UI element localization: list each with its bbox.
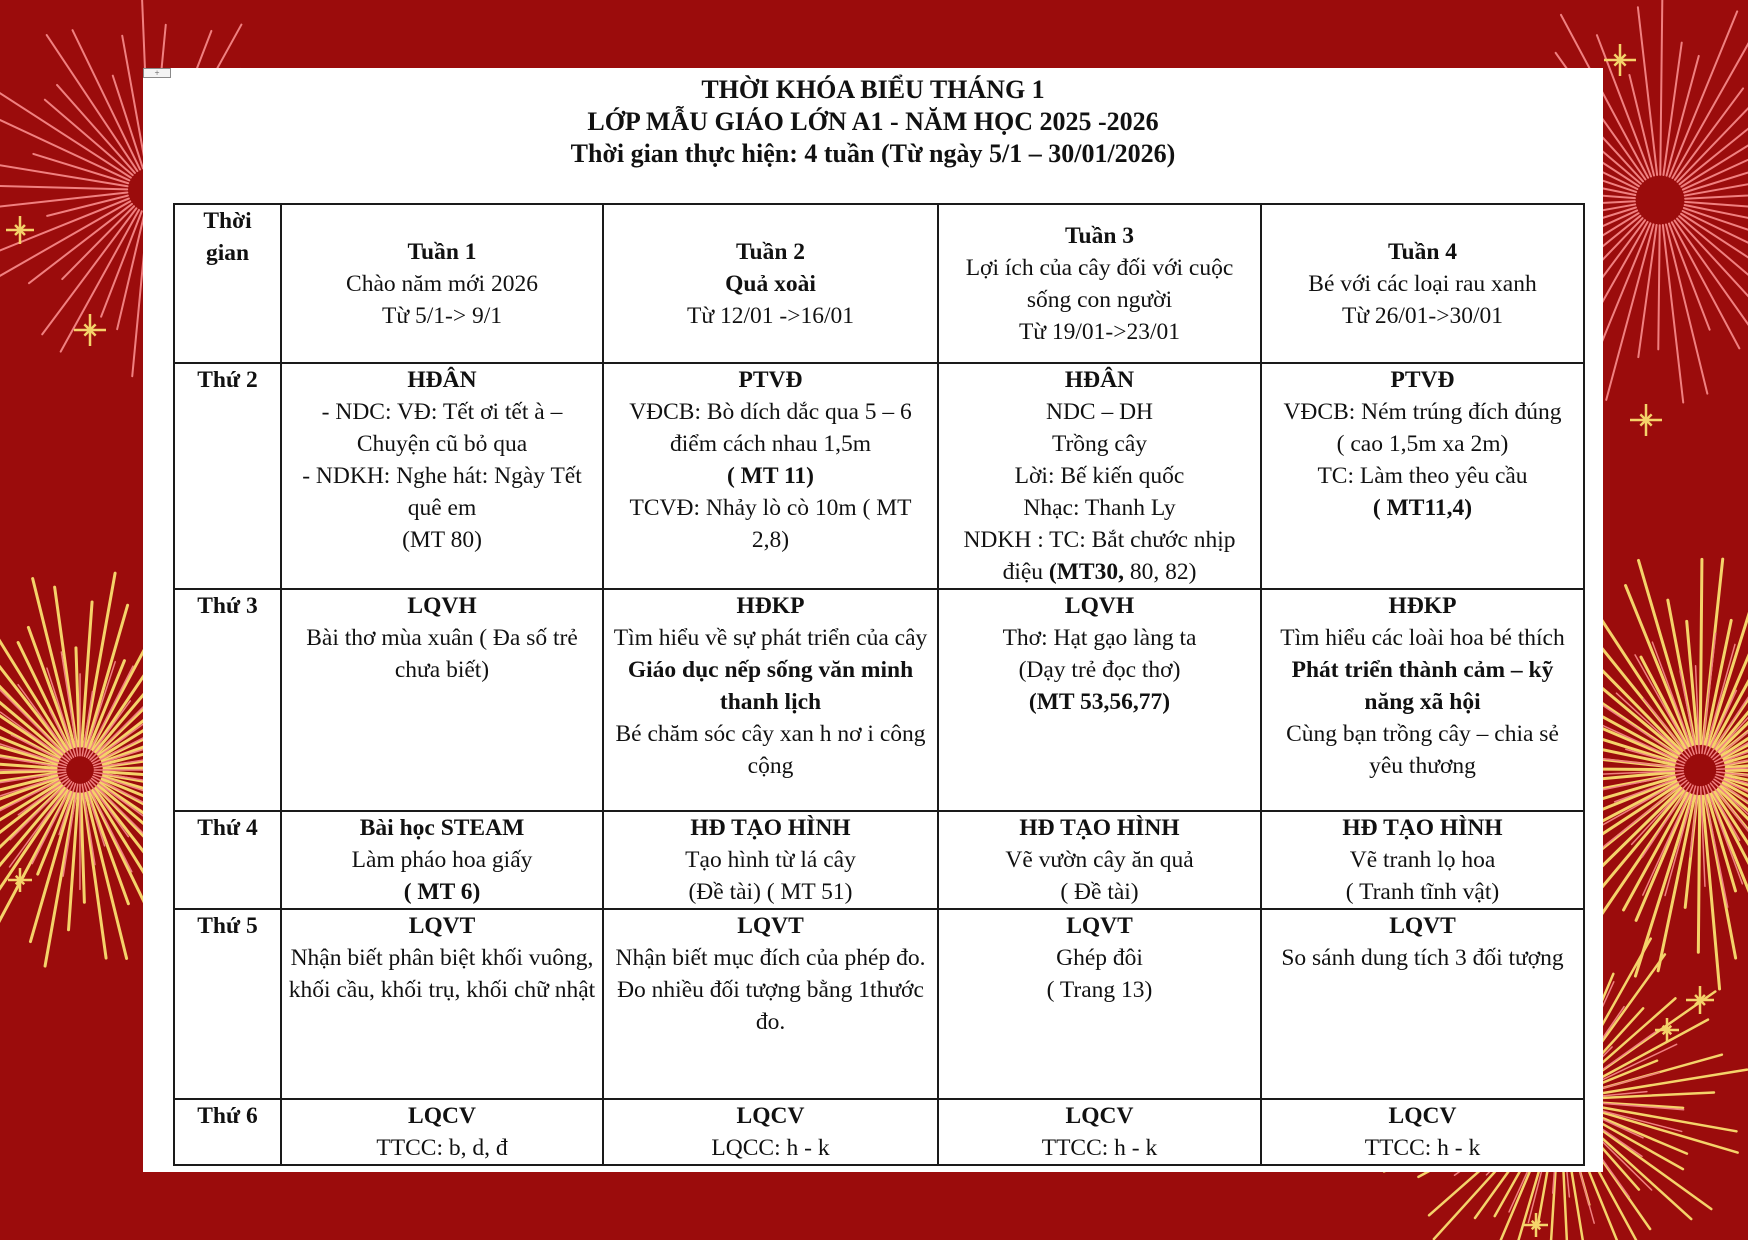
week-theme: Chào năm mới 2026: [346, 270, 538, 297]
activity-title: LQVH: [1064, 593, 1135, 619]
activity-title: LQCV: [1388, 1103, 1457, 1129]
activity-line: Tạo hình từ lá cây: [685, 847, 856, 873]
activity-line: ( MT 11): [726, 463, 815, 489]
activity-title: LQVT: [1389, 913, 1456, 939]
schedule-cell: [603, 589, 938, 811]
schedule-cell: [281, 1099, 603, 1165]
activity-line: Giáo dục nếp sống văn minh thanh lịch: [627, 657, 914, 715]
schedule-cell: [603, 909, 938, 1099]
activity-line: Nhạc: Thanh Ly: [1023, 495, 1176, 521]
week-theme: Bé với các loại rau xanh: [1308, 270, 1537, 297]
schedule-cell: [281, 363, 603, 589]
activity-title: LQVH: [407, 593, 477, 619]
activity-line: VĐCB: Bò dích dắc qua 5 – 6 điểm cách nhau 1,5m: [629, 399, 912, 457]
activity-line: Ghép đôi: [1056, 945, 1143, 971]
activity-line: Tìm hiểu các loài hoa bé thích: [1280, 625, 1565, 651]
activity-line: (Đề tài) ( MT 51): [688, 879, 853, 905]
activity-line: Làm pháo hoa giấy: [351, 847, 533, 873]
activity-line: ( Trang 13): [1046, 977, 1153, 1003]
day-label: Thứ 3: [174, 589, 281, 811]
activity-goal: (MT30,: [1048, 559, 1124, 585]
schedule-header: [143, 74, 1603, 170]
activity-line: ( cao 1,5m xa 2m): [1336, 431, 1509, 457]
schedule-cell: [1261, 909, 1584, 1099]
day-label: Thứ 4: [174, 811, 281, 909]
activity-title: HĐKP: [736, 593, 805, 619]
activity-title: HĐÂN: [1064, 367, 1135, 393]
schedule-cell: [1261, 811, 1584, 909]
activity-text: NDKH : TC: Bắt chước nhịp điệu: [963, 527, 1236, 585]
schedule-cell: [938, 909, 1261, 1099]
table-row-thu-6: [174, 1099, 1584, 1165]
sparkle-icon: [6, 216, 34, 244]
activity-title: Bài học STEAM: [359, 815, 525, 841]
activity-line: TTCC: b, d, đ: [376, 1135, 508, 1161]
schedule-title: THỜI KHÓA BIỂU THÁNG 1: [701, 75, 1045, 104]
day-label: Thứ 6: [174, 1099, 281, 1165]
schedule-cell: [281, 589, 603, 811]
activity-line: Nhận biết mục đích của phép đo. Đo nhiều đối tượng bằng 1thước đo.: [615, 945, 926, 1035]
week-theme: Lợi ích của cây đối với cuộc sống con người: [965, 254, 1234, 313]
week-dates: Từ 5/1-> 9/1: [382, 302, 502, 329]
activity-line: So sánh dung tích 3 đối tượng: [1281, 945, 1564, 971]
activity-line: TTCC: h - k: [1364, 1135, 1481, 1161]
activity-title: LQVT: [737, 913, 804, 939]
schedule-period: Thời gian thực hiện: 4 tuần (Từ ngày 5/1 – 30/01/2026): [570, 139, 1176, 168]
schedule-cell: [938, 811, 1261, 909]
activity-title: LQVT: [1066, 913, 1133, 939]
schedule-cell: [938, 589, 1261, 811]
activity-line: Cùng bạn trồng cây – chia sẻ yêu thương: [1286, 721, 1559, 779]
activity-title: HĐKP: [1388, 593, 1457, 619]
table-row-thu-3: [174, 589, 1584, 811]
table-row-thu-4: [174, 811, 1584, 909]
activity-line: (Dạy trẻ đọc thơ): [1018, 657, 1181, 683]
sparkle-icon: [1604, 44, 1636, 76]
week-header-3: [938, 204, 1261, 363]
schedule-cell: [603, 1099, 938, 1165]
activity-line: Trồng cây: [1051, 431, 1148, 457]
activity-line: Lời: Bế kiến quốc: [1014, 463, 1185, 489]
activity-line: Bé chăm sóc cây xan h nơ i công cộng: [615, 721, 926, 779]
activity-line: TC: Làm theo yêu cầu: [1317, 463, 1528, 489]
activity-line: NDC – DH: [1045, 399, 1154, 425]
activity-line: ( Tranh tĩnh vật): [1345, 879, 1500, 905]
activity-title: LQVT: [408, 913, 476, 939]
activity-line: Vẽ tranh lọ hoa: [1349, 847, 1496, 873]
activity-line: TCVĐ: Nhảy lò cò 10m ( MT 2,8): [629, 495, 912, 553]
activity-line: (MT 53,56,77): [1028, 689, 1171, 715]
schedule-table: [173, 203, 1585, 1166]
activity-line: TTCC: h - k: [1041, 1135, 1158, 1161]
activity-line: - NDKH: Nghe hát: Ngày Tết quê em: [302, 463, 582, 521]
activity-title: HĐÂN: [407, 367, 477, 393]
activity-line: Bài thơ mùa xuân ( Đa số trẻ chưa biết): [306, 625, 578, 683]
activity-line: Thơ: Hạt gạo làng ta: [1002, 625, 1197, 651]
week-name: Tuần 3: [1064, 222, 1135, 249]
sparkle-icon: [1524, 1213, 1548, 1237]
activity-title: HĐ TẠO HÌNH: [1342, 815, 1503, 841]
activity-line: ( Đề tài): [1060, 879, 1139, 905]
activity-line: VĐCB: Ném trúng đích đúng: [1283, 399, 1562, 425]
activity-line: Tìm hiểu về sự phát triển của cây: [613, 625, 928, 651]
day-label: Thứ 2: [174, 363, 281, 589]
activity-line: [945, 524, 1254, 588]
activity-title: HĐ TẠO HÌNH: [1019, 815, 1180, 841]
activity-line: - NDC: VĐ: Tết ơi tết à – Chuyện cũ bỏ qua: [321, 399, 563, 457]
week-dates: Từ 12/01 ->16/01: [687, 302, 854, 329]
activity-line: ( MT11,4): [1372, 495, 1473, 521]
activity-title: LQCV: [1065, 1103, 1134, 1129]
activity-line: (MT 80): [402, 527, 482, 553]
corner-cell: Thời gian: [174, 204, 281, 363]
week-name: Tuần 2: [735, 238, 806, 265]
sparkle-icon: [1630, 404, 1662, 436]
class-subtitle: LỚP MẪU GIÁO LỚN A1 - NĂM HỌC 2025 -2026: [587, 107, 1159, 136]
week-name: Tuần 1: [407, 238, 477, 265]
activity-line: LQCC: h - k: [711, 1135, 830, 1161]
week-name: Tuần 4: [1387, 238, 1458, 265]
week-dates: Từ 19/01->23/01: [1018, 318, 1181, 345]
schedule-cell: [1261, 589, 1584, 811]
activity-line: Phát triển thành cảm – kỹ năng xã hội: [1291, 657, 1554, 715]
table-row-thu-2: [174, 363, 1584, 589]
table-move-handle-icon[interactable]: +: [143, 68, 171, 78]
activity-title: PTVĐ: [1390, 367, 1455, 393]
schedule-cell: [603, 363, 938, 589]
day-label: Thứ 5: [174, 909, 281, 1099]
activity-title: LQCV: [736, 1103, 805, 1129]
activity-title: PTVĐ: [738, 367, 803, 393]
schedule-cell: [281, 909, 603, 1099]
activity-title: LQCV: [408, 1103, 476, 1129]
schedule-cell: [938, 1099, 1261, 1165]
schedule-cell: [1261, 1099, 1584, 1165]
activity-goal-rest: 80, 82): [1123, 559, 1197, 585]
week-dates: Từ 26/01->30/01: [1341, 302, 1504, 329]
activity-line: khối cầu, khối trụ, khối chữ nhật: [288, 977, 596, 1003]
activity-title: HĐ TẠO HÌNH: [690, 815, 851, 841]
activity-line: Vẽ vườn cây ăn quả: [1005, 847, 1194, 873]
activity-line: ( MT 6): [403, 879, 481, 905]
table-header-row: [174, 204, 1584, 363]
week-header-2: [603, 204, 938, 363]
schedule-cell: [1261, 363, 1584, 589]
schedule-cell: [281, 811, 603, 909]
activity-line: Nhận biết phân biệt khối vuông,: [290, 945, 594, 971]
schedule-sheet: [143, 68, 1603, 1172]
schedule-cell: [603, 811, 938, 909]
week-header-4: [1261, 204, 1584, 363]
schedule-cell: [938, 363, 1261, 589]
week-theme: Quả xoài: [725, 270, 816, 297]
week-header-1: [281, 204, 603, 363]
table-row-thu-5: [174, 909, 1584, 1099]
